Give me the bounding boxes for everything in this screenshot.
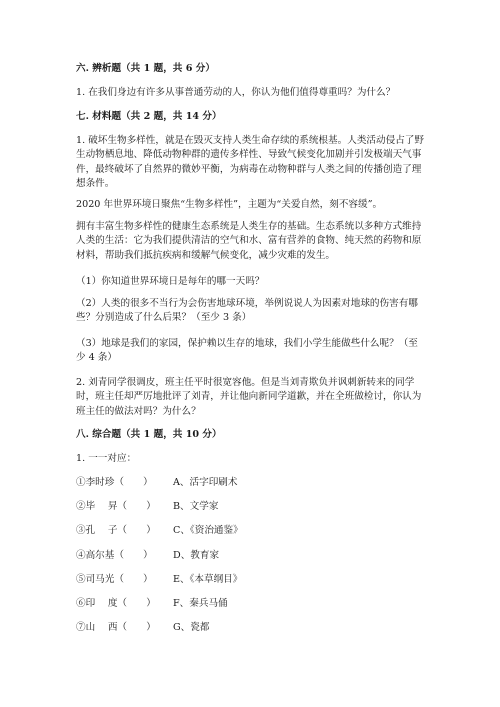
matching-row <box>76 549 219 563</box>
matching-row <box>76 621 209 635</box>
matching-left: ⑥印 度（ ） <box>76 598 156 609</box>
matching-right: E、《本草纲目》 <box>173 574 243 585</box>
matching-left: ⑤司马光（ ） <box>76 574 153 585</box>
section-8-heading: 八. 综合题（共 1 题，共 10 分） <box>76 429 222 440</box>
section-6-heading: 六. 辨析题（共 1 题，共 6 分） <box>76 63 215 74</box>
section-8-question-1: 1. 一一对应： <box>76 453 137 464</box>
sub-question-3: （3）地球是我们的家园，保护赖以生存的地球，我们小学生能做些什么呢？（至少 4 条） <box>76 338 418 364</box>
matching-left: ③孔 子（ ） <box>76 525 156 536</box>
matching-right: A、活字印刷术 <box>173 477 238 488</box>
material-paragraph-3: 拥有丰富生物多样性的健康生态系统是人类生存的基础。生态系统以多种方式维持人类的生活：它为我们提供清洁的空气和水、富有营养的食物、纯天然的药物和原材料，帮助我们抵抗疾病和缓解气候变化，减少灾难的发生。 <box>76 221 422 261</box>
matching-left: ④高尔基（ ） <box>76 550 153 561</box>
sub-question-1: （1）你知道世界环境日是每年的哪一天吗？ <box>76 276 265 287</box>
sub-question-2: （2）人类的很多不当行为会伤害地球环境，举例说说人为因素对地球的伤害有哪些？分别造成了什么后果？（至少 3 条） <box>76 298 418 324</box>
matching-row <box>76 476 238 490</box>
matching-left: ②毕 昇（ ） <box>76 501 156 512</box>
matching-right: C、《资治通鉴》 <box>173 525 243 536</box>
section-7-heading: 七. 材料题（共 2 题，共 14 分） <box>76 111 222 122</box>
matching-row <box>76 573 242 587</box>
matching-right: B、文学家 <box>173 501 219 512</box>
section-7-question-2: 2. 刘青同学很调皮，班主任平时很宽容他。但是当刘青欺负并讽刺新转来的同学时，班主任却严厉地批评了刘青，并让他向新同学道歉，并在全班做检讨，你认为班主任的做法对吗？为什么？ <box>76 377 422 417</box>
matching-row <box>76 524 243 538</box>
matching-left: ⑦山 西（ ） <box>76 622 156 633</box>
matching-row <box>76 500 218 514</box>
section-6-question-1: 1. 在我们身边有许多从事普通劳动的人，你认为他们值得尊重吗？为什么？ <box>76 87 396 98</box>
matching-right: F、秦兵马俑 <box>173 598 228 609</box>
matching-right: G、瓷都 <box>173 622 210 633</box>
material-paragraph-1: 1. 破坏生物多样性，就是在毁灭支持人类生命存续的系统根基。人类活动侵占了野生动物栖息地、降低动物种群的遗传多样性、导致气候变化加剧并引发极端天气事件，最终破坏了自然界的微妙平衡，为病毒在动物种群与人类之间的传播创造了理想条件。 <box>76 135 424 189</box>
matching-right: D、教育家 <box>173 550 220 561</box>
matching-row <box>76 597 228 611</box>
material-paragraph-2: 2020 年世界环境日聚焦“生物多样性”，主题为“关爱自然，刻不容缓”。 <box>76 199 383 210</box>
matching-left: ①李时珍（ ） <box>76 477 153 488</box>
